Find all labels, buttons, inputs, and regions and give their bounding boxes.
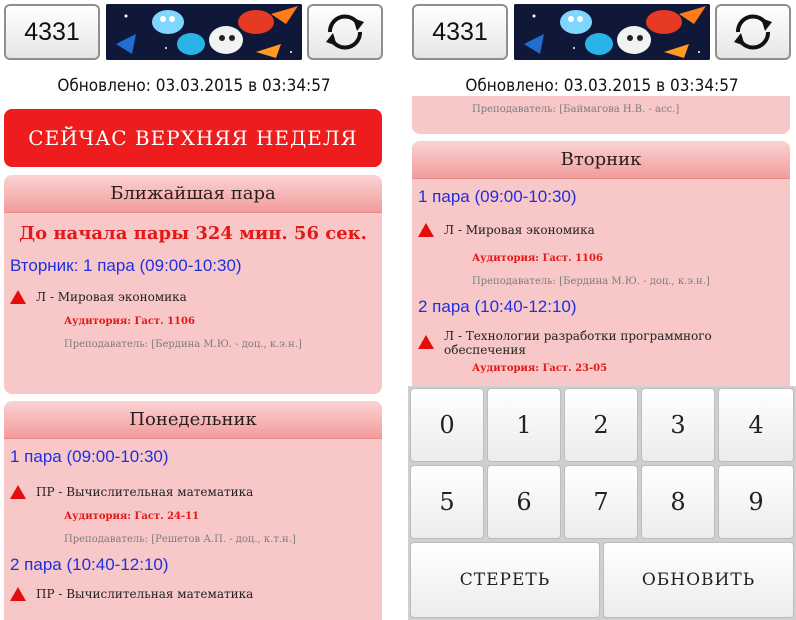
group-number-button[interactable]: 4331 — [4, 4, 100, 60]
warning-triangle-icon — [10, 485, 26, 499]
schedule-screen-left — [0, 0, 388, 620]
schedule-screen-right — [408, 0, 796, 620]
pair-time: 1 пара (09:00-10:30) — [418, 187, 577, 206]
teacher-label: Преподаватель: [Баймагова Н.В. - асс.] — [472, 104, 680, 115]
key-1[interactable]: 1 — [487, 388, 561, 462]
numeric-keypad — [408, 386, 796, 620]
key-0[interactable]: 0 — [410, 388, 484, 462]
key-4[interactable]: 4 — [718, 388, 794, 462]
key-7[interactable]: 7 — [564, 465, 638, 539]
countdown-label: До начала пары 324 мин. 56 сек. — [19, 223, 367, 244]
banner-art-icon — [106, 4, 302, 60]
top-bar — [412, 4, 792, 62]
subject-name: ПР - Вычислительная математика — [36, 587, 254, 601]
key-3[interactable]: 3 — [641, 388, 715, 462]
group-number-input[interactable]: 4331 — [412, 4, 508, 60]
update-button[interactable]: ОБНОВИТЬ — [603, 542, 794, 618]
room-label: Аудитория: Гаст. 1106 — [64, 316, 195, 327]
warning-triangle-icon — [10, 587, 26, 601]
top-bar — [4, 4, 384, 62]
app-banner-image — [514, 4, 710, 60]
room-label: Аудитория: Гаст. 23-05 — [472, 363, 608, 374]
refresh-icon — [322, 12, 368, 52]
teacher-label: Преподаватель: [Решетов А.П. - доц., к.т.н.] — [64, 534, 296, 545]
pair-time: 2 пара (10:40-12:10) — [418, 297, 577, 316]
room-label: Аудитория: Гаст. 1106 — [472, 253, 603, 264]
warning-triangle-icon — [10, 290, 26, 304]
clear-button[interactable]: СТЕРЕТЬ — [410, 542, 600, 618]
room-label: Аудитория: Гаст. 24-11 — [64, 511, 200, 522]
refresh-icon — [730, 12, 776, 52]
pair-time: Вторник: 1 пара (09:00-10:30) — [10, 256, 242, 275]
key-9[interactable]: 9 — [718, 465, 794, 539]
refresh-button[interactable] — [307, 4, 383, 60]
subject-row — [412, 329, 790, 357]
day-card-tuesday[interactable] — [412, 141, 790, 401]
day-title: Вторник — [412, 141, 790, 179]
subject-name: Л - Мировая экономика — [36, 290, 187, 304]
nearest-pair-title: Ближайшая пара — [4, 175, 382, 213]
warning-triangle-icon — [418, 335, 434, 349]
refresh-button[interactable] — [715, 4, 791, 60]
day-title: Понедельник — [4, 401, 382, 439]
key-5[interactable]: 5 — [410, 465, 484, 539]
teacher-label: Преподаватель: [Бердина М.Ю. - доц., к.э.н.] — [472, 276, 710, 287]
pair-time: 1 пара (09:00-10:30) — [10, 447, 169, 466]
subject-name: Л - Технологии разработки программного обеспечения — [444, 329, 712, 357]
key-8[interactable]: 8 — [641, 465, 715, 539]
last-updated-label: Обновлено: 03.03.2015 в 03:34:57 — [465, 76, 739, 96]
subject-row — [4, 485, 382, 499]
banner-art-icon — [514, 4, 710, 60]
week-type-banner: СЕЙЧАС ВЕРХНЯЯ НЕДЕЛЯ — [4, 109, 382, 167]
subject-name: ПР - Вычислительная математика — [36, 485, 254, 499]
warning-triangle-icon — [418, 223, 434, 237]
key-2[interactable]: 2 — [564, 388, 638, 462]
subject-row — [412, 223, 790, 237]
teacher-label: Преподаватель: [Бердина М.Ю. - доц., к.э.н.] — [64, 339, 302, 350]
last-updated-label: Обновлено: 03.03.2015 в 03:34:57 — [57, 76, 331, 96]
subject-row — [4, 290, 382, 304]
subject-name: Л - Мировая экономика — [444, 223, 595, 237]
day-card-previous[interactable] — [412, 96, 790, 134]
subject-row — [4, 587, 382, 601]
key-6[interactable]: 6 — [487, 465, 561, 539]
day-card-monday[interactable] — [4, 401, 382, 620]
pair-time: 2 пара (10:40-12:10) — [10, 555, 169, 574]
app-banner-image — [106, 4, 302, 60]
nearest-pair-card[interactable] — [4, 175, 382, 394]
